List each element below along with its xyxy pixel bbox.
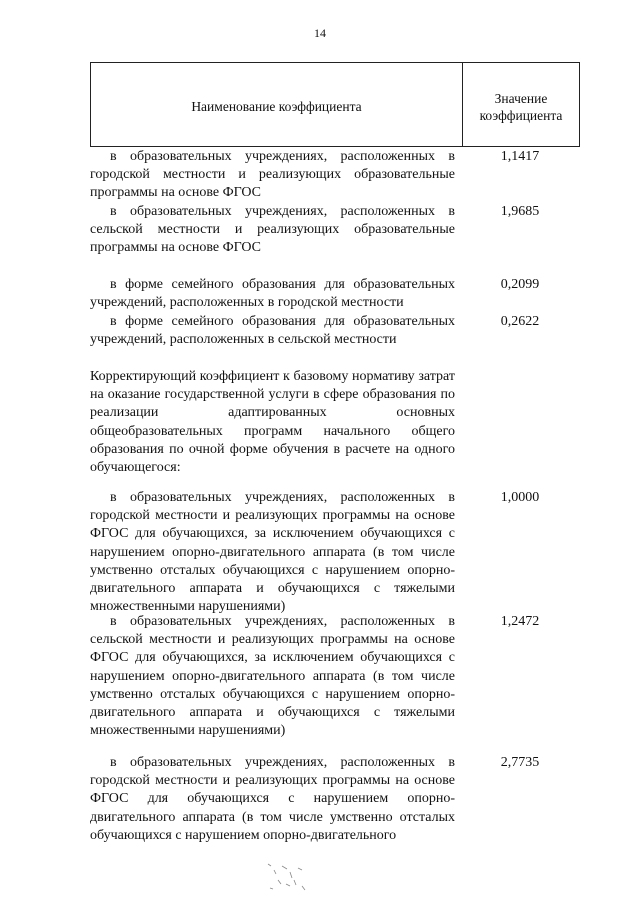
table-row (90, 754, 580, 845)
table-row (90, 276, 580, 312)
row-text: в форме семейного образования для образовательных учреждений, расположенных в городской местности (90, 277, 455, 311)
page-number: 14 (314, 26, 326, 40)
header-value-line1: Значение (494, 90, 548, 106)
table-row (90, 613, 580, 740)
row-text: в образовательных учреждениях, расположенных в сельской местности и реализующих образовательные программы на основе ФГОС (90, 204, 455, 256)
row-value: 1,9685 (500, 204, 540, 219)
header-coefficient-name: Наименование коэффициента (91, 63, 463, 146)
row-value: 0,2622 (500, 314, 540, 329)
header-coefficient-value (463, 63, 579, 146)
table-row (90, 148, 580, 203)
row-value: 1,0000 (500, 490, 540, 505)
table-row (90, 489, 580, 616)
table-header (90, 62, 580, 147)
row-value: 1,1417 (500, 149, 540, 164)
row-value: 2,7735 (500, 755, 540, 770)
row-text: Корректирующий коэффициент к базовому нормативу затрат на оказание государственной услуги в сфере образования по реализации адаптированных основных общеобразовательных программ начального общего образования по очной форме обучения в расчете на одного обучающегося: (90, 369, 455, 476)
header-value-line2: коэффициента (479, 107, 563, 123)
row-text: в образовательных учреждениях, расположенных в сельской местности и реализующих программы на основе ФГОС для обучающихся, за исключением обучающихся с нарушением опорно-двигательного аппарата (в том числе умственно отсталых обучающихся с нарушением опорно-двигательного аппарата и обучающихся с тяжелыми множественными нарушениями) (90, 614, 455, 739)
scan-artifact (260, 858, 320, 898)
row-text: в образовательных учреждениях, расположенных в городской местности и реализующих образовательные программы на основе ФГОС (90, 149, 455, 201)
row-value: 0,2099 (500, 277, 540, 292)
section-heading (90, 368, 580, 477)
row-value: 1,2472 (500, 614, 540, 629)
row-text: в образовательных учреждениях, расположенных в городской местности и реализующих программы на основе ФГОС для обучающихся, за исключением обучающихся с нарушением опорно-двигательного аппарата (в том числе умственно отсталых обучающихся с нарушением опорно-двигательного аппарата и обучающихся с тяжелыми множественными нарушениями) (90, 490, 455, 615)
table-row (90, 313, 580, 349)
row-text: в образовательных учреждениях, расположенных в городской местности и реализующих программы на основе ФГОС для обучающихся с нарушением опорно-двигательного аппарата (в том числе умственно отсталых обучающихся с нарушением опорно-двигательного (90, 755, 455, 843)
table-row (90, 203, 580, 258)
row-text: в форме семейного образования для образовательных учреждений, расположенных в сельской местности (90, 314, 455, 348)
